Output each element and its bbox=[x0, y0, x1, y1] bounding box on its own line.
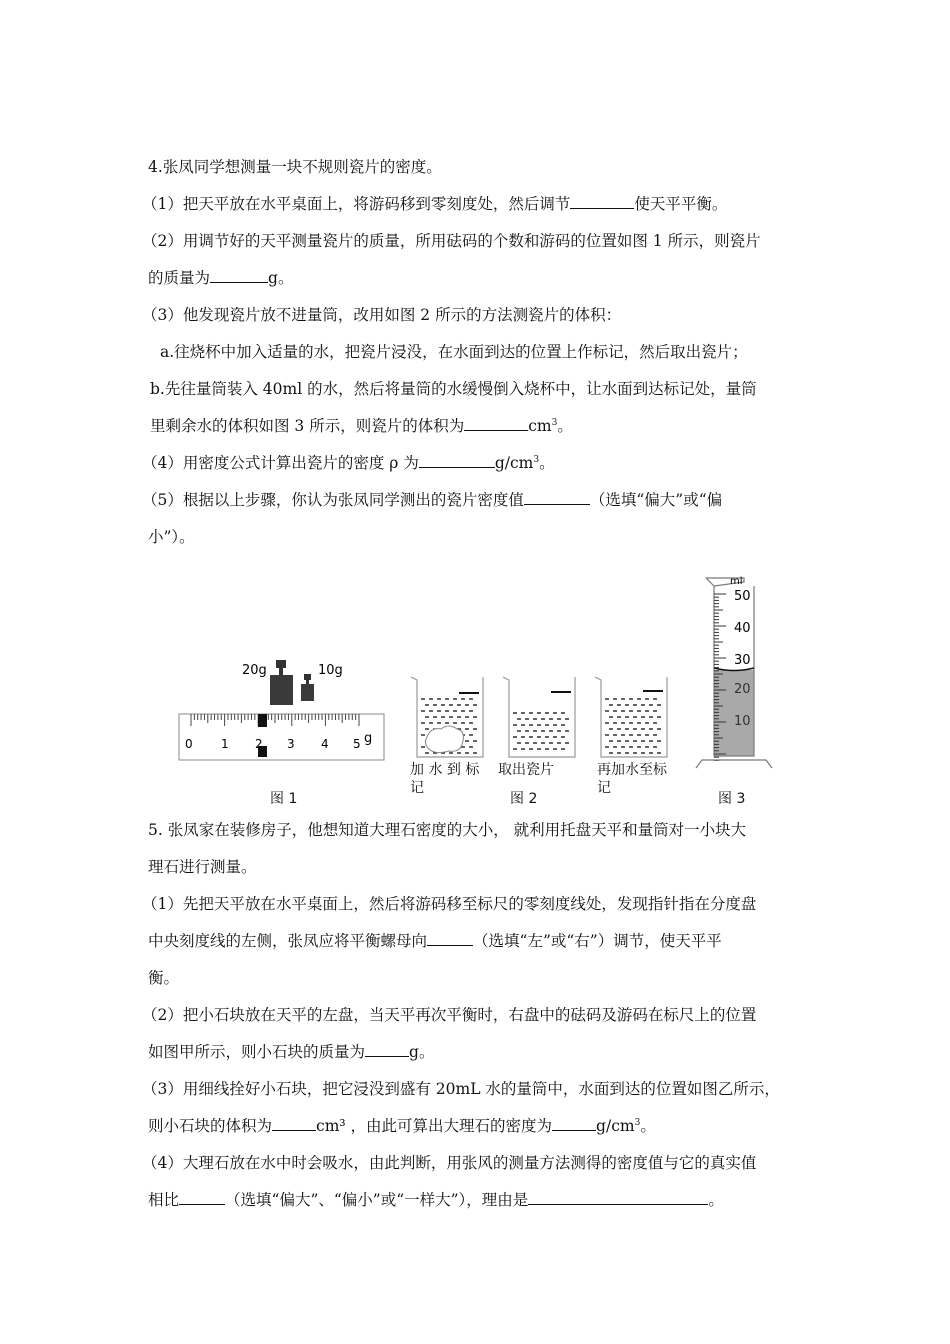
q5-step3-line1: （3）用细线拴好小石块，把它浸没到盛有 20mL 水的量筒中，水面到达的位置如图乙所示， bbox=[142, 1080, 780, 1098]
q5-step3-density-blank[interactable] bbox=[552, 1116, 596, 1131]
beaker-3-label-line2: 记 bbox=[597, 780, 611, 796]
q5-step1-line2 bbox=[148, 931, 722, 951]
q5-step1-blank[interactable] bbox=[427, 931, 473, 946]
q5-step4-line1: （4）大理石放在水中时会吸水，由此判断，用张风的测量方法测得的密度值与它的真实值 bbox=[142, 1154, 757, 1172]
cylinder-base bbox=[696, 760, 772, 768]
beam-tick-1: 1 bbox=[221, 737, 229, 751]
q4-step3b-period: 。 bbox=[557, 417, 573, 435]
figure-1-balance-scale bbox=[175, 650, 390, 765]
q4-step5-line2: 小”）。 bbox=[148, 528, 195, 546]
superscript-3: 3 bbox=[634, 1117, 641, 1128]
q4-step5-line1 bbox=[142, 490, 722, 510]
beam-tick-2: 2 bbox=[255, 737, 263, 751]
q4-step4 bbox=[142, 453, 555, 473]
figure-2-caption: 图 2 bbox=[510, 791, 538, 807]
q4-step1 bbox=[142, 194, 727, 214]
q5-step1-line3: 衡。 bbox=[148, 969, 180, 987]
q5-step4-period: 。 bbox=[708, 1191, 724, 1209]
q4-step5-blank[interactable] bbox=[524, 490, 590, 505]
q4-step3b-line2 bbox=[150, 416, 573, 436]
rider-top bbox=[258, 714, 267, 727]
weight-10g-label: 10g bbox=[318, 663, 343, 678]
superscript-3: 3 bbox=[551, 417, 558, 428]
beam-tick-0: 0 bbox=[185, 737, 193, 751]
q4-step3a: a.往烧杯中加入适量的水，把瓷片浸没，在水面到达的位置上作标记，然后取出瓷片； bbox=[160, 343, 748, 361]
q5-title-line2: 理石进行测量。 bbox=[148, 858, 257, 876]
q5-step4-text: 相比 bbox=[148, 1191, 180, 1209]
q5-step2-blank[interactable] bbox=[365, 1042, 409, 1057]
beaker-1-label-line2: 记 bbox=[410, 780, 424, 796]
cylinder-unit: ml bbox=[730, 576, 743, 587]
q5-step1-hint: （选填“左”或“右”）调节，使天平平 bbox=[473, 932, 722, 950]
weight-10g-neck bbox=[306, 679, 309, 684]
porcelain-piece bbox=[425, 726, 463, 753]
q5-step4-reason-blank[interactable] bbox=[528, 1190, 708, 1205]
q5-step2-unit: g。 bbox=[409, 1043, 435, 1061]
q4-step2-blank[interactable] bbox=[210, 268, 268, 283]
q5-step3-volume-blank[interactable] bbox=[272, 1116, 316, 1131]
beam-tick-3: 3 bbox=[287, 737, 295, 751]
beaker-1 bbox=[411, 677, 483, 757]
q4-step5-hint: （选填“偏大”或“偏 bbox=[589, 491, 723, 509]
beaker-1-label-line1: 加 水 到 标 bbox=[410, 762, 480, 778]
q5-step3-line2 bbox=[148, 1116, 656, 1136]
q4-step3b-blank[interactable] bbox=[464, 416, 528, 431]
q4-step1-blank[interactable] bbox=[570, 194, 634, 209]
cylinder-tick-40: 40 bbox=[734, 621, 751, 636]
q4-step2-unit: g。 bbox=[268, 269, 294, 287]
q5-step3-unit: g/cm bbox=[596, 1117, 635, 1135]
q5-step1-line1: （1）先把天平放在水平桌面上，然后将游码移至标尺的零刻度线处，发现指针指在分度盘 bbox=[142, 895, 757, 913]
q4-step4-period: 。 bbox=[539, 454, 555, 472]
weight-10g-body bbox=[301, 684, 314, 701]
q5-step2-line2 bbox=[148, 1042, 434, 1062]
q5-title-line1: 5. 张凤家在装修房子，他想知道大理石密度的大小， 就利用托盘天平和量筒对一小块大 bbox=[148, 821, 747, 839]
q5-step3-mid: cm³ ，由此可算出大理石的密度为 bbox=[316, 1117, 553, 1135]
weight-20g-label: 20g bbox=[242, 663, 267, 678]
q4-step5-text: （5）根据以上步骤，你认为张凤同学测出的瓷片密度值 bbox=[142, 491, 524, 509]
q4-step2-b bbox=[148, 268, 293, 288]
q4-step4-blank[interactable] bbox=[419, 453, 495, 468]
q5-step3-period: 。 bbox=[640, 1117, 656, 1135]
figure-2-beakers bbox=[405, 665, 695, 765]
beaker-2 bbox=[503, 677, 575, 757]
q4-step4-text: （4）用密度公式计算出瓷片的密度 ρ 为 bbox=[142, 454, 419, 472]
weight-20g-neck bbox=[279, 667, 283, 675]
q5-step2-line1: （2）把小石块放在天平的左盘，当天平再次平衡时，右盘中的砝码及游码在标尺上的位置 bbox=[142, 1006, 757, 1024]
q5-step4-line2 bbox=[148, 1190, 724, 1210]
q4-step3b-unit: cm bbox=[528, 417, 552, 435]
weight-20g-body bbox=[270, 675, 293, 705]
cylinder-tick-10: 10 bbox=[734, 714, 751, 729]
weight-20g-knob bbox=[276, 660, 286, 668]
q5-step1-text: 中央刻度线的左侧，张凤应将平衡螺母向 bbox=[148, 932, 428, 950]
beam-tick-5: 5 bbox=[353, 737, 361, 751]
figure-1-caption: 图 1 bbox=[270, 791, 298, 807]
cylinder-tick-50: 50 bbox=[734, 589, 751, 604]
q4-title: 4.张凤同学想测量一块不规则瓷片的密度。 bbox=[148, 158, 442, 176]
q4-step2-a: （2）用调节好的天平测量瓷片的质量，所用砝码的个数和游码的位置如图 1 所示，则瓷片 bbox=[142, 232, 761, 250]
q4-step3b-text: 里剩余水的体积如图 3 所示，则瓷片的体积为 bbox=[150, 417, 465, 435]
q4-step2-text: 的质量为 bbox=[148, 269, 211, 287]
beam-tick-4: 4 bbox=[321, 737, 329, 751]
q5-step2-text: 如图甲所示，则小石块的质量为 bbox=[148, 1043, 366, 1061]
beaker-3 bbox=[595, 677, 667, 757]
q5-step3-text: 则小石块的体积为 bbox=[148, 1117, 273, 1135]
q4-step3b-line1: b.先往量筒装入 40ml 的水，然后将量筒的水缓慢倒入烧杯中，让水面到达标记处，量筒 bbox=[150, 380, 757, 398]
q4-step3: （3）他发现瓷片放不进量筒，改用如图 2 所示的方法测瓷片的体积： bbox=[142, 306, 622, 324]
beaker-3-label-line1: 再加水至标 bbox=[597, 762, 667, 778]
figure-3-graduated-cylinder bbox=[694, 572, 774, 772]
q5-step4-compare-blank[interactable] bbox=[179, 1190, 225, 1205]
beaker-2-label: 取出瓷片 bbox=[498, 762, 554, 778]
q4-step1-text-b: 使天平平衡。 bbox=[634, 195, 728, 213]
superscript-3: 3 bbox=[533, 454, 540, 465]
beam-unit: g bbox=[364, 731, 373, 746]
cylinder-tick-30: 30 bbox=[734, 653, 751, 668]
q4-step4-unit: g/cm bbox=[494, 454, 534, 472]
figure-3-caption: 图 3 bbox=[718, 791, 746, 807]
q5-step4-hint: （选填“偏大”、“偏小”或“一样大”），理由是 bbox=[225, 1191, 529, 1209]
cylinder-tick-20: 20 bbox=[734, 682, 751, 697]
q4-step1-text-a: （1）把天平放在水平桌面上，将游码移到零刻度处，然后调节 bbox=[142, 195, 571, 213]
